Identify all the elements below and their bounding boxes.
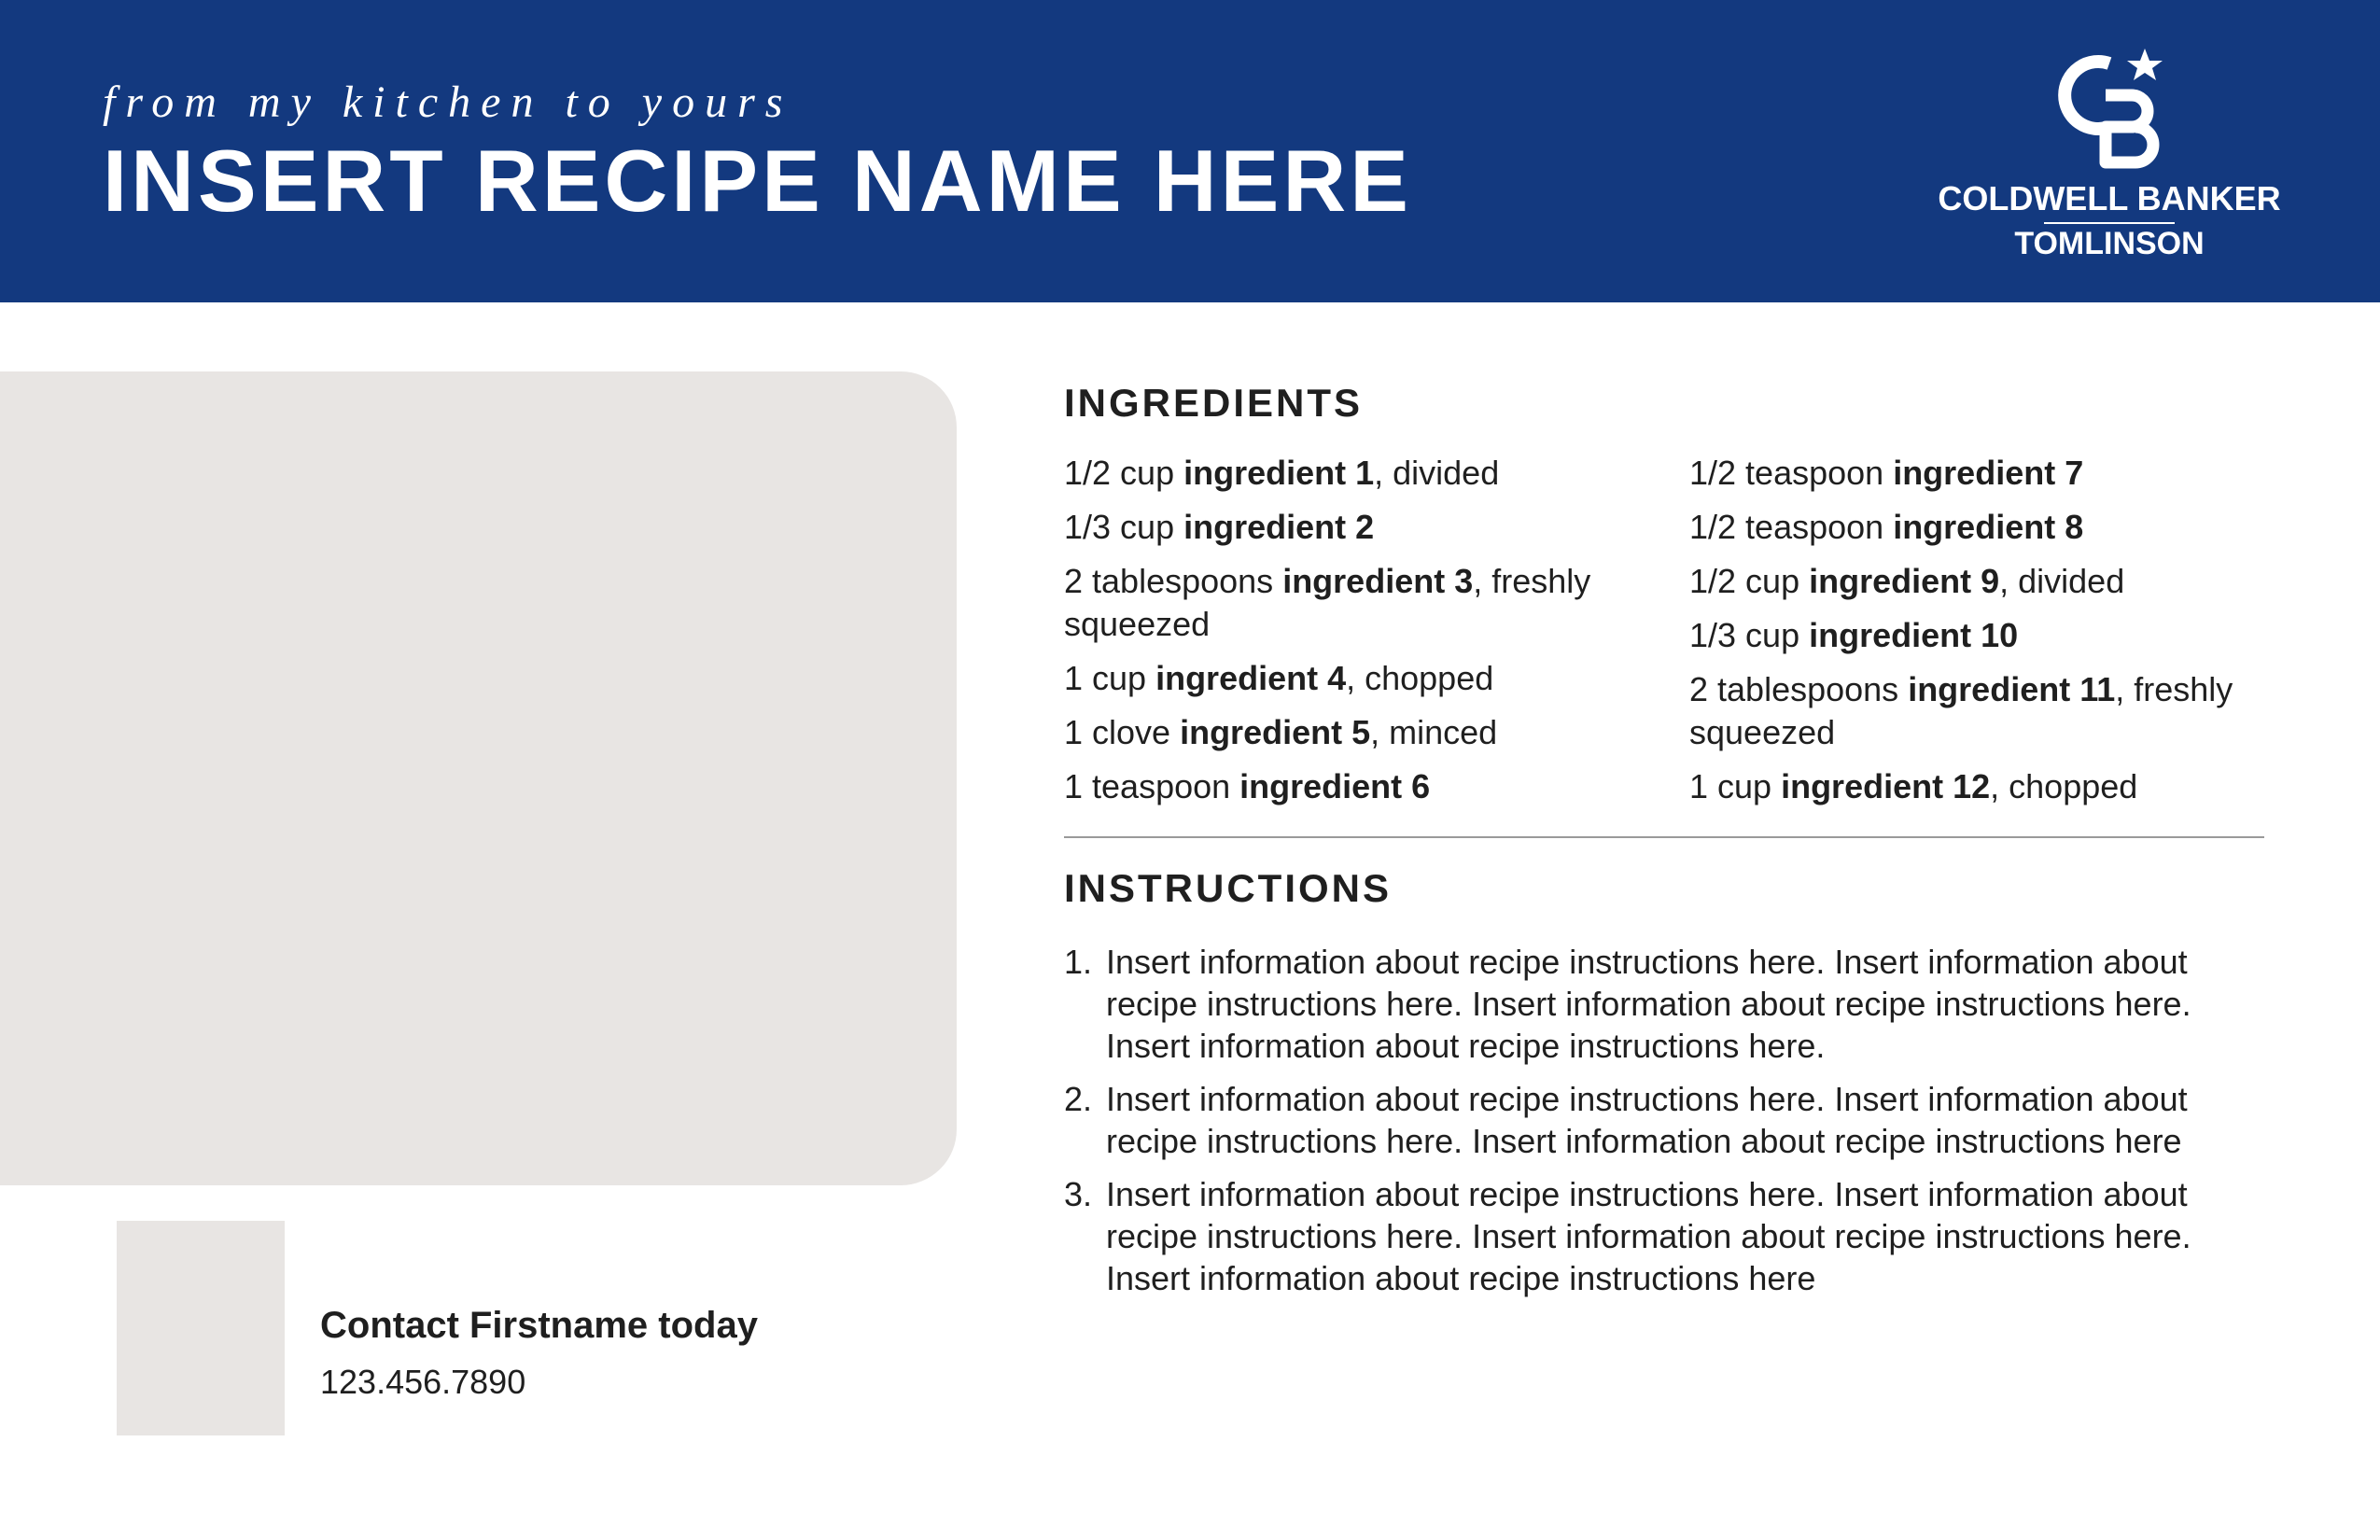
- instruction-step: [1064, 1078, 2277, 1162]
- step-number: 3.: [1064, 1175, 1093, 1213]
- coldwell-banker-logo: [1932, 47, 2287, 271]
- ingredient-item: 1 cup ingredient 12, chopped: [1689, 767, 2138, 805]
- section-divider: [1064, 836, 2264, 838]
- recipe-photo-placeholder: [0, 371, 957, 1185]
- contact-phone: 123.456.7890: [320, 1363, 526, 1401]
- agent-photo-placeholder: [117, 1221, 285, 1435]
- contact-name: Contact Firstname today: [320, 1305, 758, 1346]
- ingredient-item: 1 cup ingredient 4, chopped: [1064, 659, 1494, 697]
- step-text: Insert information about recipe instructions here. Insert information about recipe instructions here. Insert information about recipe instructions here. Insert information about recipe instructions here.: [1106, 943, 2191, 1065]
- ingredient-item: 1/2 teaspoon ingredient 8: [1689, 508, 2084, 546]
- step-text: Insert information about recipe instructions here. Insert information about recipe instructions here. Insert information about recipe instructions here. Insert information about recipe instructions here: [1106, 1175, 2191, 1297]
- instruction-step: [1064, 1173, 2277, 1299]
- ingredients-heading: INGREDIENTS: [1064, 381, 1364, 425]
- instruction-step: [1064, 941, 2277, 1067]
- tagline: from my kitchen to yours: [103, 77, 793, 127]
- recipe-title: INSERT RECIPE NAME HERE: [103, 132, 1412, 230]
- ingredient-item: 1/2 cup ingredient 1, divided: [1064, 454, 1500, 492]
- header-banner: [0, 0, 2380, 302]
- logo-brand-text: COLDWELL BANKER: [1938, 179, 2281, 217]
- instructions-list: [1064, 941, 2277, 1310]
- logo-divider: [2044, 222, 2175, 224]
- step-number: 2.: [1064, 1080, 1093, 1118]
- ingredient-item: 1/2 cup ingredient 9, divided: [1689, 562, 2125, 600]
- cb-monogram-icon: [2051, 47, 2167, 170]
- ingredients-column-1: [1064, 452, 1633, 819]
- logo-office-text: TOMLINSON: [2014, 226, 2205, 261]
- ingredient-item: 1 clove ingredient 5, minced: [1064, 713, 1498, 751]
- step-text: Insert information about recipe instructions here. Insert information about recipe instructions here. Insert information about recipe instructions here: [1106, 1080, 2188, 1160]
- ingredient-item: 1 teaspoon ingredient 6: [1064, 767, 1431, 805]
- ingredients-column-2: [1689, 452, 2259, 819]
- ingredient-item: 1/3 cup ingredient 10: [1689, 616, 2019, 654]
- ingredient-item: 1/2 teaspoon ingredient 7: [1689, 454, 2084, 492]
- ingredient-item: 2 tablespoons ingredient 11, freshly squeezed: [1689, 670, 2233, 751]
- step-number: 1.: [1064, 943, 1093, 981]
- instructions-heading: INSTRUCTIONS: [1064, 866, 1392, 910]
- ingredient-item: 1/3 cup ingredient 2: [1064, 508, 1375, 546]
- ingredient-item: 2 tablespoons ingredient 3, freshly squeezed: [1064, 562, 1591, 643]
